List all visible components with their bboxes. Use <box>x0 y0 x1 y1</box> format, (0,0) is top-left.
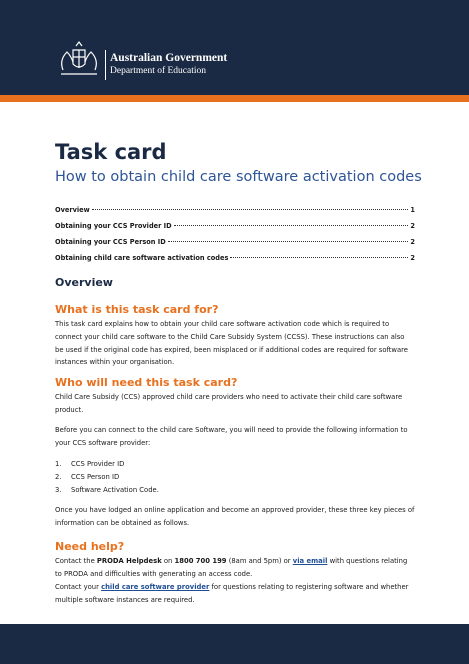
help-paragraph-2: Contact your child care software provider for questions relating to registering software and whether multiple software instances are required. <box>55 583 409 604</box>
who-paragraph-1 <box>55 391 415 417</box>
toc-leader <box>168 241 409 242</box>
toc-entry[interactable] <box>55 222 415 238</box>
header-banner <box>0 0 469 95</box>
what-text: This task card explains how to obtain your child care software activation code which is required to connect your child care software to the Child Care Subsidy System (CCSS). These instructions can also be used if the original code has expired, been misplaced or if additional codes are required for software instances within your organisation. <box>55 320 408 367</box>
toc-label: Obtaining your CCS Person ID <box>55 238 166 246</box>
toc-page: 2 <box>410 254 415 262</box>
toc-label: Obtaining your CCS Provider ID <box>55 222 172 230</box>
email-link[interactable]: via email <box>292 557 328 565</box>
who-heading: Who will need this task card? <box>55 376 238 389</box>
page-title: Task card <box>55 140 167 164</box>
coat-of-arms-icon <box>55 40 103 80</box>
table-of-contents <box>55 206 415 270</box>
page-subtitle: How to obtain child care software activation codes <box>55 169 422 185</box>
toc-leader <box>174 225 409 226</box>
toc-leader <box>92 209 409 210</box>
who-text-2: Before you can connect to the child care Software, you will need to provide the following information to your CCS software provider: <box>55 426 408 447</box>
list-item: 2. CCS Person ID <box>55 472 120 481</box>
who-text-1: Child Care Subsidy (CCS) approved child care providers who need to activate their child care software product. <box>55 393 403 414</box>
toc-entry[interactable] <box>55 254 415 270</box>
list-item: 1. CCS Provider ID <box>55 460 125 468</box>
who-paragraph-3 <box>55 504 415 530</box>
who-text-3: Once you have lodged an online application and become an approved provider, these three key pieces of information can be obtained as follows. <box>55 506 415 527</box>
department-name: Department of Education <box>110 66 207 76</box>
software-provider-link[interactable]: child care software provider <box>101 583 210 591</box>
toc-label: Obtaining child care software activation codes <box>55 254 229 262</box>
footer-bar <box>0 624 469 664</box>
help-heading: Need help? <box>55 540 125 553</box>
toc-leader <box>230 257 408 258</box>
overview-heading: Overview <box>55 276 113 289</box>
logo-divider <box>105 50 106 80</box>
helpdesk-phone: 1800 700 199 <box>174 557 227 565</box>
toc-label: Overview <box>55 206 90 214</box>
what-paragraph <box>55 318 415 369</box>
toc-page: 2 <box>410 238 415 246</box>
list-item: 3. Software Activation Code. <box>55 485 159 494</box>
required-items-list <box>55 458 415 496</box>
help-paragraph-1: Contact the PRODA Helpdesk on 1800 700 199 (8am and 5pm) or via email with questions relating to PRODA and difficulties with generating an access code. <box>55 557 408 578</box>
what-heading: What is this task card for? <box>55 303 219 316</box>
toc-entry[interactable] <box>55 238 415 254</box>
who-paragraph-2 <box>55 424 415 450</box>
toc-page: 1 <box>410 206 415 214</box>
org-name: Australian Government <box>110 52 228 64</box>
toc-page: 2 <box>410 222 415 230</box>
accent-bar <box>0 95 469 102</box>
toc-entry[interactable] <box>55 206 415 222</box>
proda-helpdesk-label: PRODA Helpdesk <box>96 557 162 565</box>
